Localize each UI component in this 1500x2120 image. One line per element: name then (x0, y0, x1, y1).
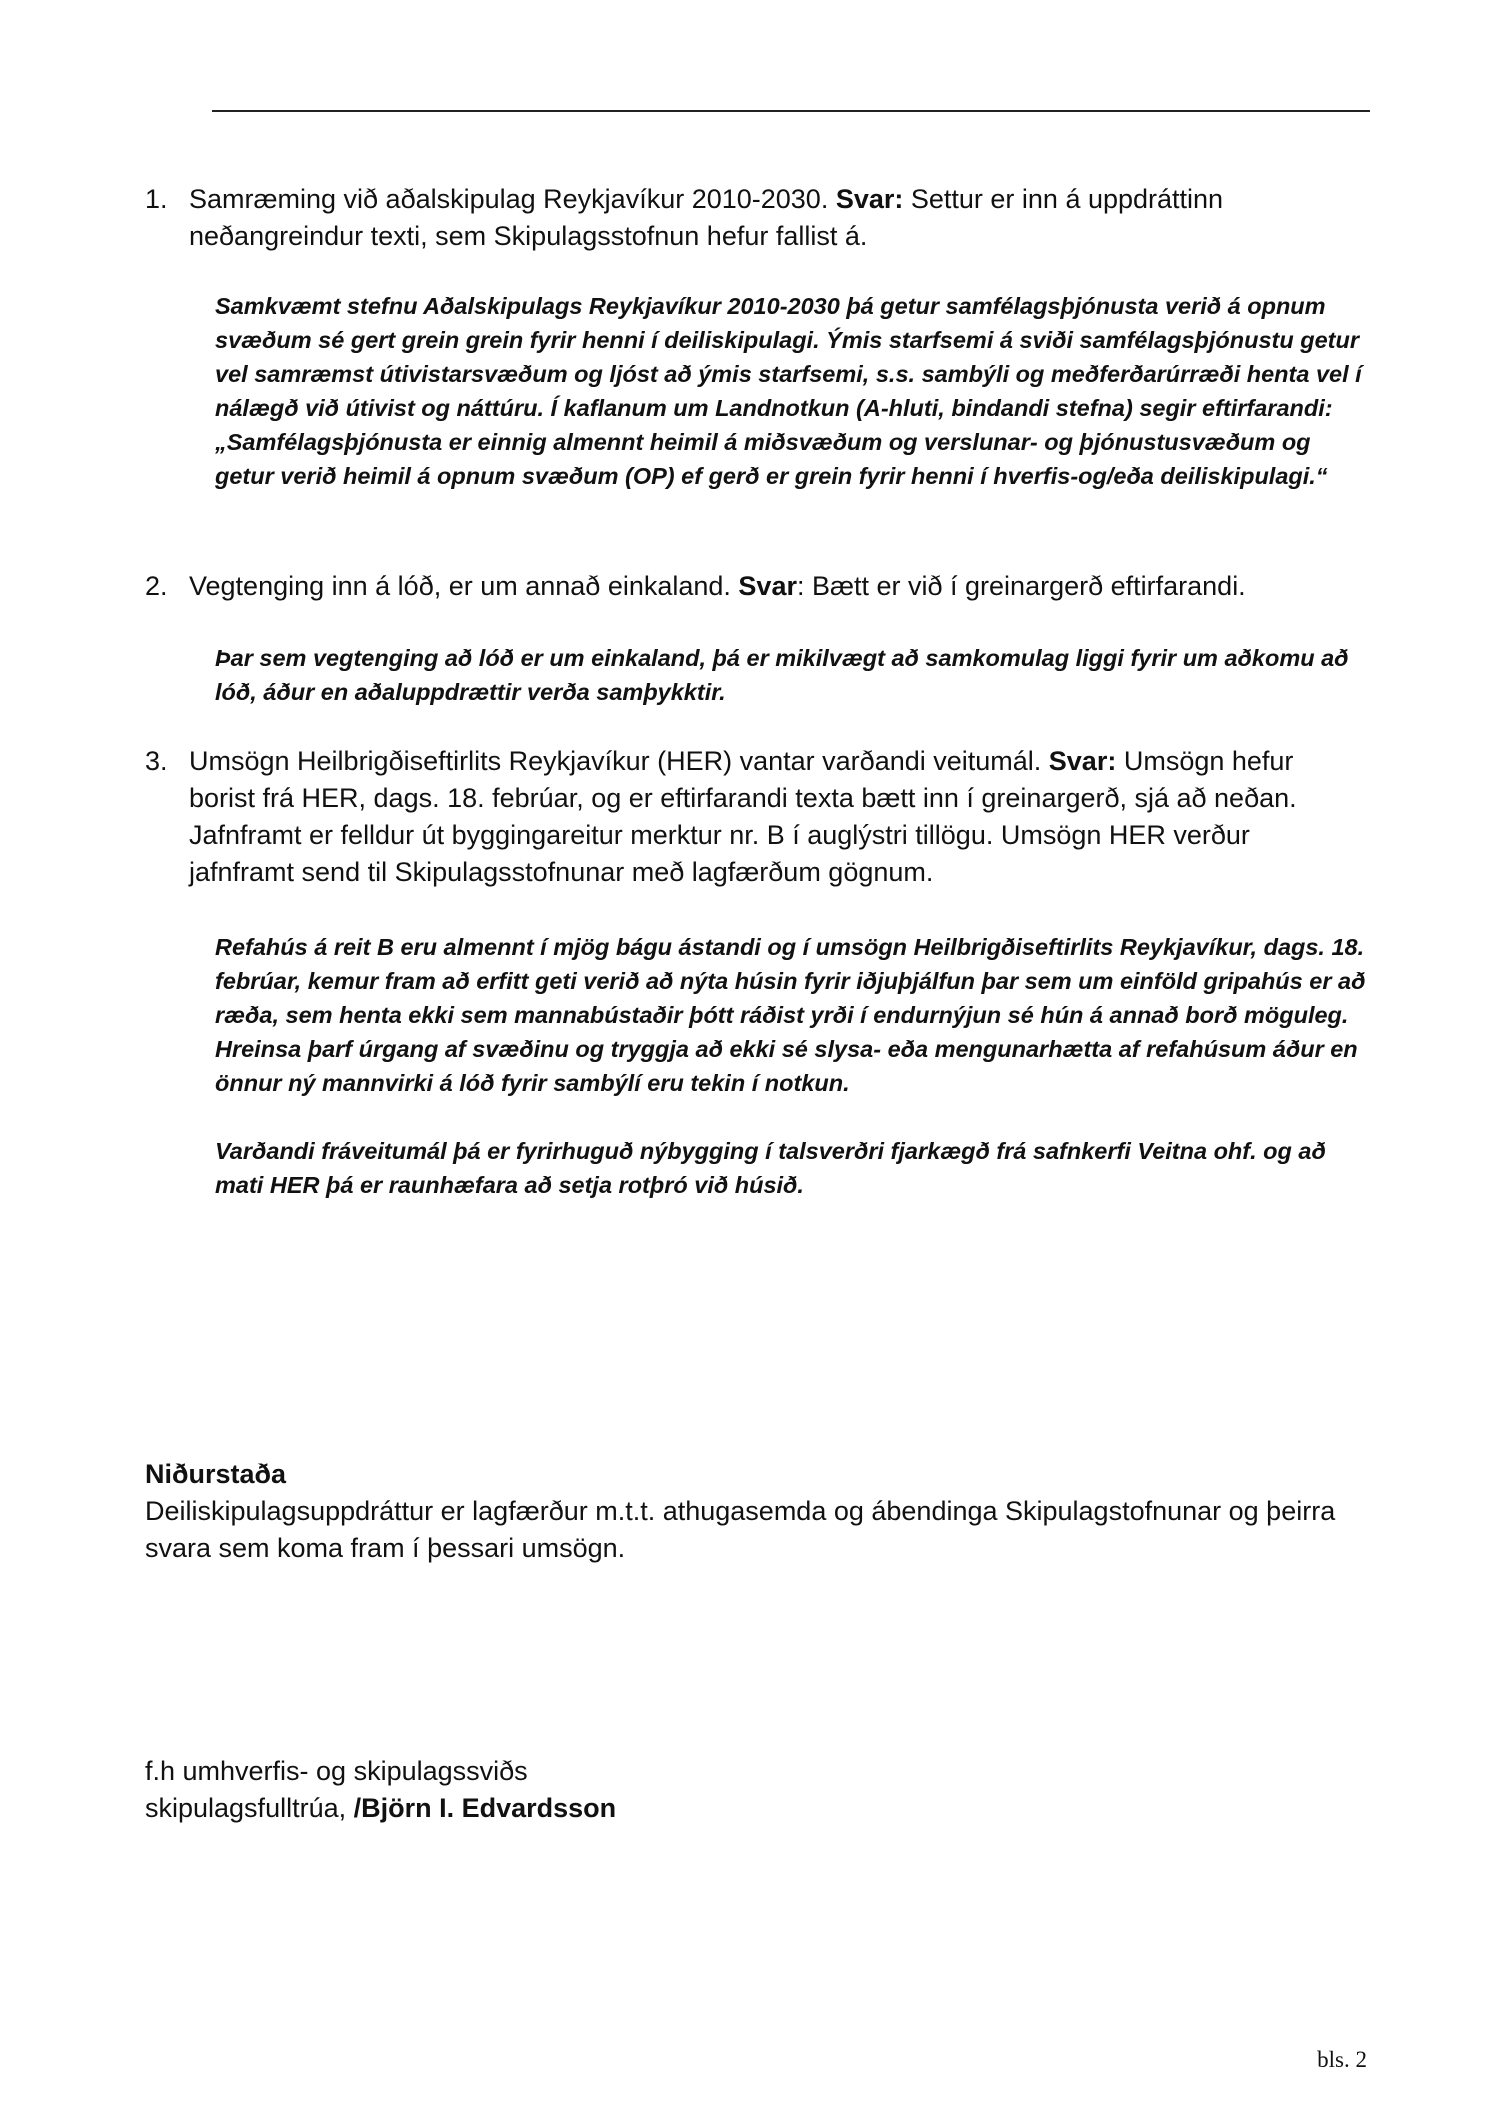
quote-paragraph: Refahús á reit B eru almennt í mjög bágu ástandi og í umsögn Heilbrigðiseftirlits Reykjavíkur, dags. 18. febrúar, kemur fram að erfitt geti verið að nýta húsin fyrir iðjuþjálfun þar sem um einföld gripahús er að ræða, sem henta ekki sem mannabústaðir þótt ráðist yrði í endurnýjun sé hún á annað borð möguleg. Hreinsa þarf úrgang af svæðinu og tryggja að ekki sé slysa- eða mengunarhætta af refahúsum áður en önnur ný mannvirki á lóð fyrir sambýlí eru tekin í notkun. (215, 934, 1366, 1096)
quote-block-1 (215, 289, 1375, 493)
signature-role: skipulagsfulltrúa, (145, 1793, 354, 1823)
conclusion-text: Deiliskipulagsuppdráttur er lagfærður m.t.t. athugasemda og ábendinga Skipulagstofnunar og þeirra svara sem koma fram í þessari umsögn. (145, 1496, 1336, 1563)
list-item-1 (145, 181, 1315, 255)
svar-label: Svar: (835, 184, 904, 214)
list-item-text (189, 181, 1315, 255)
signature-name: /Björn I. Edvardsson (353, 1793, 617, 1823)
svar-label: Svar: (1048, 746, 1117, 776)
quote-block-3 (215, 930, 1375, 1202)
item-answer-text: Settur er inn á uppdráttinn neðangreindur texti, sem Skipulagsstofnun hefur fallist á. (189, 184, 1224, 251)
quote-paragraph: Þar sem vegtenging að lóð er um einkaland, þá er mikilvægt að samkomulag liggi fyrir um aðkomu að lóð, áður en aðaluppdrættir verða samþykktir. (215, 645, 1349, 705)
quote-paragraph: Varðandi fráveitumál þá er fyrirhuguð nýbygging í talsverðri fjarkægð frá safnkerfi Veitna ohf. og að mati HER þá er raunhæfara að setja rotþró við húsið. (215, 1138, 1326, 1198)
quote-block-2 (215, 641, 1375, 709)
signature-line-1: f.h umhverfis- og skipulagssviðs (145, 1756, 528, 1786)
list-number: 1. (145, 184, 168, 214)
conclusion-section (145, 1456, 1345, 1567)
list-number: 2. (145, 571, 168, 601)
page-number: bls. 2 (1317, 2047, 1367, 2072)
signature-line-2 (145, 1790, 1345, 1827)
header-rule (212, 110, 1370, 112)
list-item-3 (145, 743, 1315, 891)
conclusion-heading: Niðurstaða (145, 1459, 287, 1489)
item-text: Vegtenging inn á lóð, er um annað einkaland. (189, 571, 739, 601)
list-number: 3. (145, 746, 168, 776)
item-text: Umsögn Heilbrigðiseftirlits Reykjavíkur (HER) vantar varðandi veitumál. (189, 746, 1049, 776)
signature-block (145, 1753, 1345, 1827)
quote-paragraph: Samkvæmt stefnu Aðalskipulags Reykjavíkur 2010-2030 þá getur samfélagsþjónusta verið á opnum svæðum sé gert grein grein fyrir henni í deiliskipulagi. Ýmis starfsemi á sviði samfélagsþjónustu getur vel samræmst útivistarsvæðum og ljóst að ýmis starfsemi, s.s. sambýli og meðferðarúrræði henta vel í nálægð við útivist og náttúru. Í kaflanum um Landnotkun (A-hluti, bindandi stefna) segir eftirfarandi: „Samfélagsþjónusta er einnig almennt heimil á miðsvæðum og verslunar- og þjónustusvæðum og getur verið heimil á opnum svæðum (OP) ef gerð er grein fyrir henni í hverfis-og/eða deiliskipulagi.“ (215, 293, 1362, 489)
item-text: Samræming við aðalskipulag Reykjavíkur 2010-2030. (189, 184, 836, 214)
list-item-2 (145, 568, 1315, 605)
item-answer-text: Umsögn hefur borist frá HER, dags. 18. febrúar, og er eftirfarandi texta bætt inn í greinargerð, sjá að neðan. Jafnframt er felldur út byggingareitur merktur nr. B í auglýstri tillögu. Umsögn HER verður jafnframt send til Skipulagsstofnunar með lagfærðum gögnum. (189, 746, 1297, 887)
list-item-text (189, 743, 1315, 891)
svar-label: Svar (738, 571, 797, 601)
list-item-text (189, 568, 1315, 605)
item-answer-text: : Bætt er við í greinargerð eftirfarandi. (796, 571, 1246, 601)
